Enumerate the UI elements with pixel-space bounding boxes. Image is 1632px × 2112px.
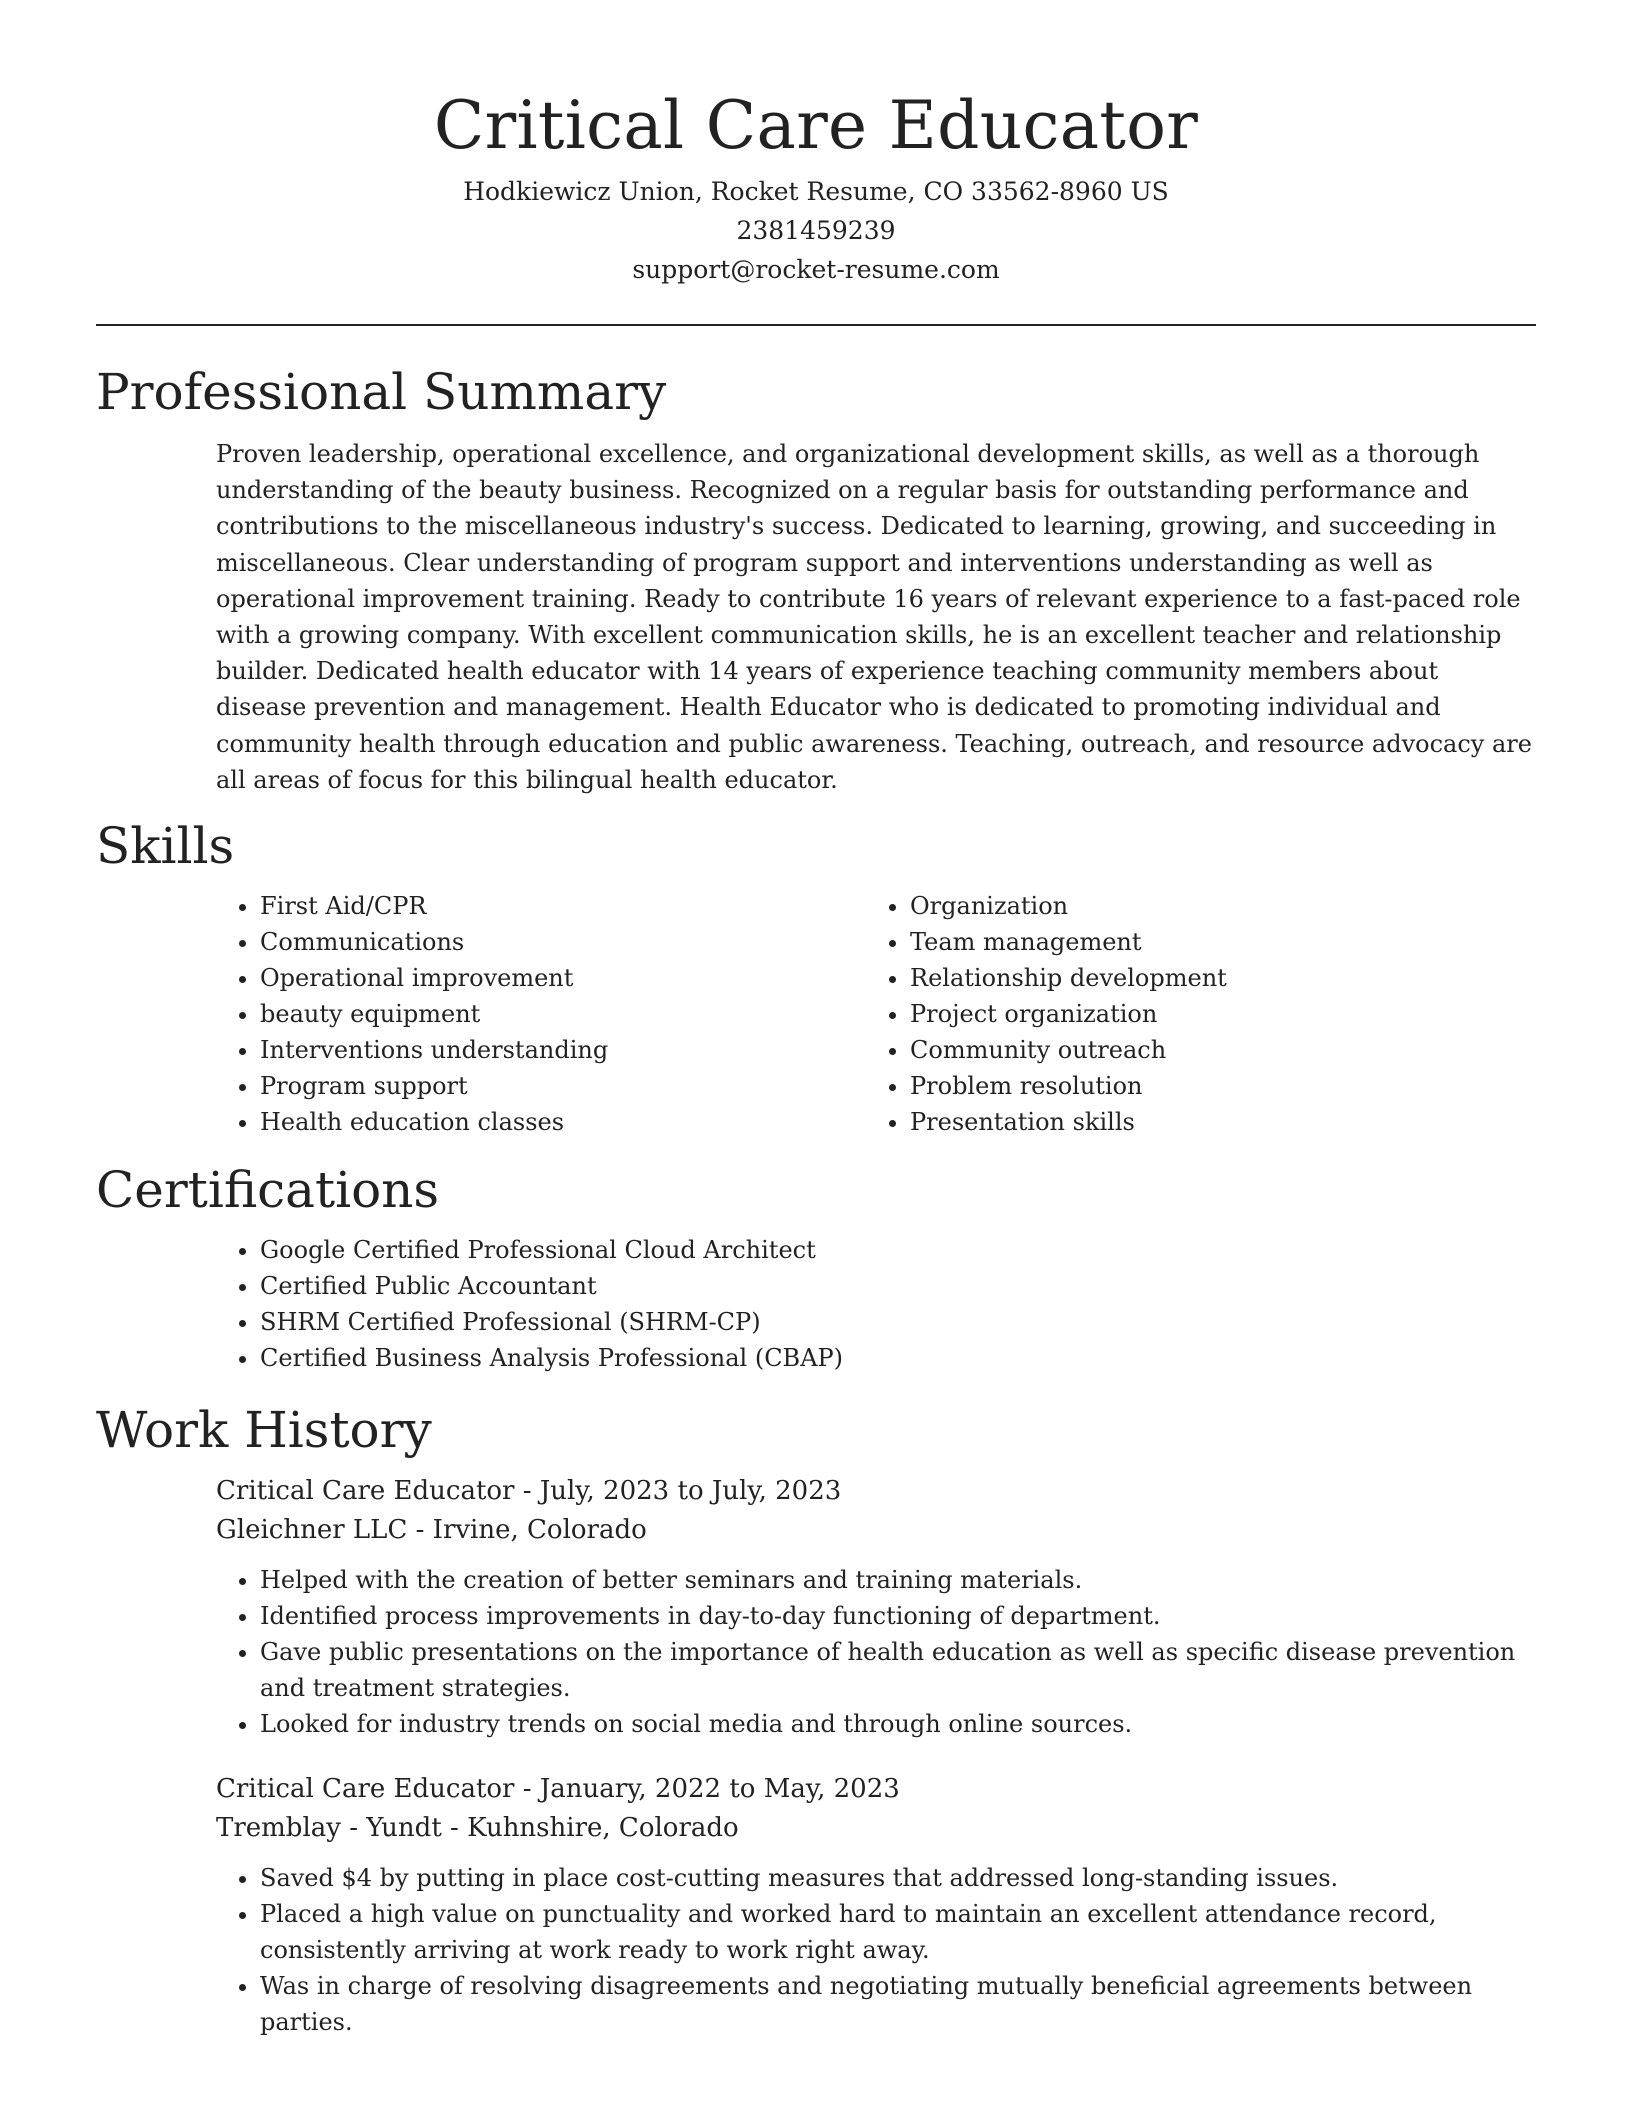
- skill-item: • Project organization: [910, 996, 1516, 1032]
- summary-section: [96, 362, 1536, 798]
- resume-header: [96, 0, 1536, 289]
- certification-item: • Certified Public Accountant: [260, 1268, 1536, 1304]
- job-company: Tremblay - Yundt: [216, 1813, 442, 1844]
- header-divider: [96, 324, 1536, 326]
- work-history-heading: Work History: [96, 1401, 432, 1460]
- job-location: Kuhnshire, Colorado: [467, 1813, 739, 1844]
- skill-item: • Communications: [260, 924, 866, 960]
- skill-item: • Relationship development: [910, 960, 1516, 996]
- skill-item: • beauty equipment: [260, 996, 866, 1032]
- job-dates: July, 2023 to July, 2023: [539, 1476, 842, 1507]
- skills-column-right: [866, 888, 1516, 1140]
- certifications-heading: Certifications: [96, 1161, 440, 1220]
- job-bullet: • Placed a high value on punctuality and worked hard to maintain an excellent attendance record, consistently arriving at work ready to work right away.: [260, 1896, 1536, 1968]
- job-bullet: • Looked for industry trends on social media and through online sources.: [260, 1706, 1536, 1742]
- skill-item: • Team management: [910, 924, 1516, 960]
- job-bullet: • Saved $4 by putting in place cost-cutting measures that addressed long-standing issues.: [260, 1860, 1536, 1896]
- skills-heading: Skills: [96, 817, 235, 876]
- job-entry: [216, 1472, 1536, 1742]
- skill-item: • Organization: [910, 888, 1516, 924]
- skill-item: • Health education classes: [260, 1104, 866, 1140]
- contact-email: support@rocket-resume.com: [632, 255, 1000, 284]
- certification-item: • Certified Business Analysis Professional (CBAP): [260, 1340, 1536, 1376]
- skill-item: • Presentation skills: [910, 1104, 1516, 1140]
- certification-item: • Google Certified Professional Cloud Architect: [260, 1232, 1536, 1268]
- summary-heading: Professional Summary: [96, 363, 667, 421]
- work-history-section: [96, 1400, 1536, 2040]
- job-title-line: Critical Care Educator - January, 2022 to May, 2023: [216, 1774, 900, 1805]
- certifications-section: [96, 1160, 1536, 1376]
- job-bullet: • Helped with the creation of better seminars and training materials.: [260, 1562, 1536, 1598]
- certification-item: • SHRM Certified Professional (SHRM-CP): [260, 1304, 1536, 1340]
- contact-address: Hodkiewicz Union, Rocket Resume, CO 33562-8960 US: [463, 177, 1169, 206]
- job-role: Critical Care Educator: [216, 1476, 515, 1507]
- job-company-line: Tremblay - Yundt - Kuhnshire, Colorado: [216, 1813, 739, 1844]
- job-dates: January, 2022 to May, 2023: [539, 1774, 900, 1805]
- job-role: Critical Care Educator: [216, 1774, 515, 1805]
- resume-page: [96, 0, 1536, 2040]
- skills-column-left: [216, 888, 866, 1140]
- skill-item: • Program support: [260, 1068, 866, 1104]
- candidate-name: Critical Care Educator: [433, 87, 1199, 164]
- job-bullet: • Gave public presentations on the importance of health education as well as specific disease prevention and treatment strategies.: [260, 1634, 1536, 1706]
- job-location: Irvine, Colorado: [432, 1515, 647, 1546]
- skill-item: • Community outreach: [910, 1032, 1516, 1068]
- skill-item: • First Aid/CPR: [260, 888, 866, 924]
- contact-info: [96, 172, 1536, 289]
- job-title-line: Critical Care Educator - July, 2023 to July, 2023: [216, 1476, 842, 1507]
- job-bullet: • Was in charge of resolving disagreements and negotiating mutually beneficial agreements between parties.: [260, 1968, 1536, 2040]
- skill-item: • Operational improvement: [260, 960, 866, 996]
- job-bullet: • Identified process improvements in day-to-day functioning of department.: [260, 1598, 1536, 1634]
- skill-item: • Problem resolution: [910, 1068, 1516, 1104]
- summary-text: Proven leadership, operational excellence, and organizational development skills, as well as a thorough understanding of the beauty business. Recognized on a regular basis for outstanding performance and contributions to the miscellaneous industry's success. Dedicated to learning, growing, and succeeding in miscellaneous. Clear understanding of program support and interventions understanding as well as operational improvement training. Ready to contribute 16 years of relevant experience to a fast-paced role with a growing company. With excellent communication skills, he is an excellent teacher and relationship builder. Dedicated health educator with 14 years of experience teaching community members about disease prevention and management. Health Educator who is dedicated to promoting individual and community health through education and public awareness. Teaching, outreach, and resource advocacy are all areas of focus for this bilingual health educator.: [216, 440, 1532, 794]
- job-company-line: Gleichner LLC - Irvine, Colorado: [216, 1515, 647, 1546]
- skill-item: • Interventions understanding: [260, 1032, 866, 1068]
- contact-phone: 2381459239: [736, 216, 896, 245]
- job-entry: [216, 1770, 1536, 2040]
- job-company: Gleichner LLC: [216, 1515, 408, 1546]
- skills-section: [96, 816, 1536, 1140]
